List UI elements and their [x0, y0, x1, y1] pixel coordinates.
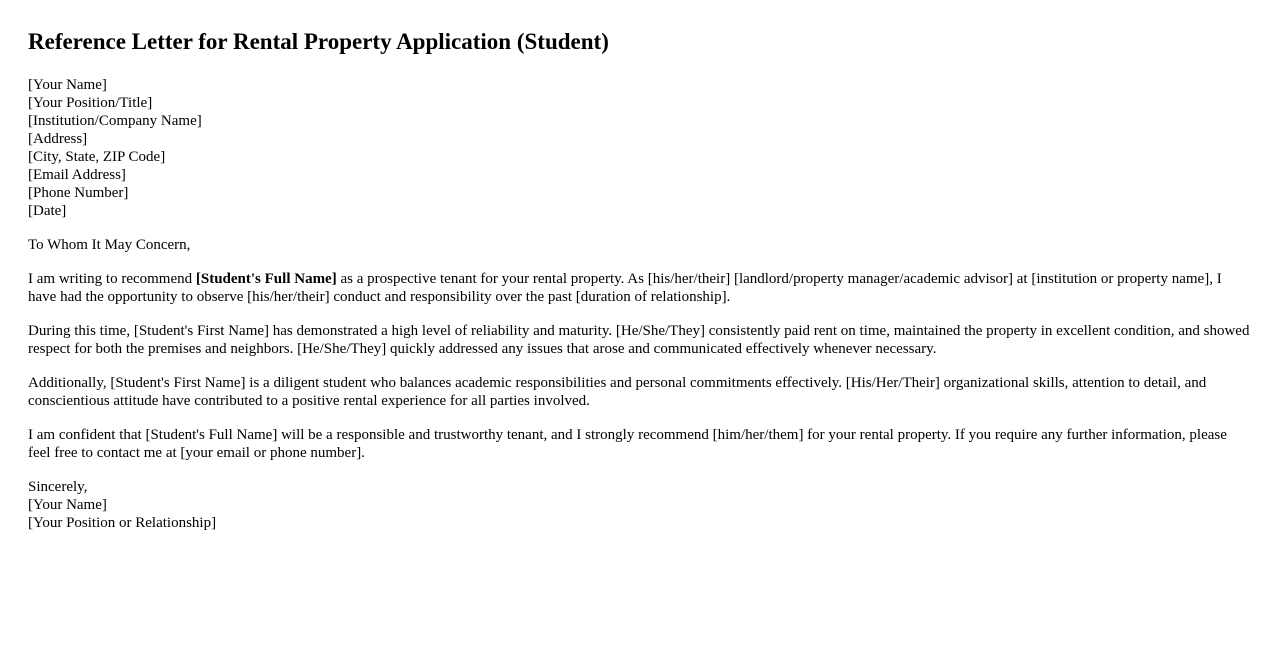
paragraph-academic: Additionally, [Student's First Name] is a diligent student who balances academic responsibilities and personal commitments effectively. [His/Her/Their] organizational skills, attention to detail, and conscientious attitude have contributed to a positive rental experience for all parties involved.	[28, 375, 1207, 409]
letter-title: Reference Letter for Rental Property Application (Student)	[28, 29, 609, 54]
paragraph-introduction-end: as a prospective tenant for your rental property. As [his/her/their] [landlord/property manager/academic advisor] at [institution or property name], I have had the opportunity to observe [his/her/their] conduct and responsibility over the past [duration of relationship].	[28, 271, 1222, 305]
sender-address: [Address]	[28, 131, 88, 147]
sender-block	[28, 76, 1250, 220]
sender-email: [Email Address]	[28, 167, 126, 183]
sender-name: [Your Name]	[28, 77, 107, 93]
closing-name: [Your Name]	[28, 497, 107, 513]
sender-phone: [Phone Number]	[28, 185, 129, 201]
student-full-name: [Student's Full Name]	[195, 271, 337, 287]
paragraph-recommendation: I am confident that [Student's Full Name] will be a responsible and trustworthy tenant, and I strongly recommend [him/her/them] for your rental property. If you require any further information, please feel free to contact me at [your email or phone number].	[28, 427, 1227, 461]
sender-position: [Your Position/Title]	[28, 95, 153, 111]
sender-institution: [Institution/Company Name]	[28, 113, 202, 129]
salutation: To Whom It May Concern,	[28, 237, 191, 253]
letter-date: [Date]	[28, 203, 67, 219]
paragraph-introduction-start: I am writing to recommend	[28, 271, 196, 287]
sender-city-state-zip: [City, State, ZIP Code]	[28, 149, 166, 165]
closing-position: [Your Position or Relationship]	[28, 515, 217, 531]
paragraph-introduction	[28, 270, 1250, 306]
sign-off: Sincerely,	[28, 479, 88, 495]
paragraph-reliability: During this time, [Student's First Name] has demonstrated a high level of reliability and maturity. [He/She/They] consistently paid rent on time, maintained the property in excellent condition, and showed respect for both the premises and neighbors. [He/She/They] quickly addressed any issues that arose and communicated effectively whenever necessary.	[28, 323, 1250, 357]
closing-block	[28, 478, 1250, 532]
